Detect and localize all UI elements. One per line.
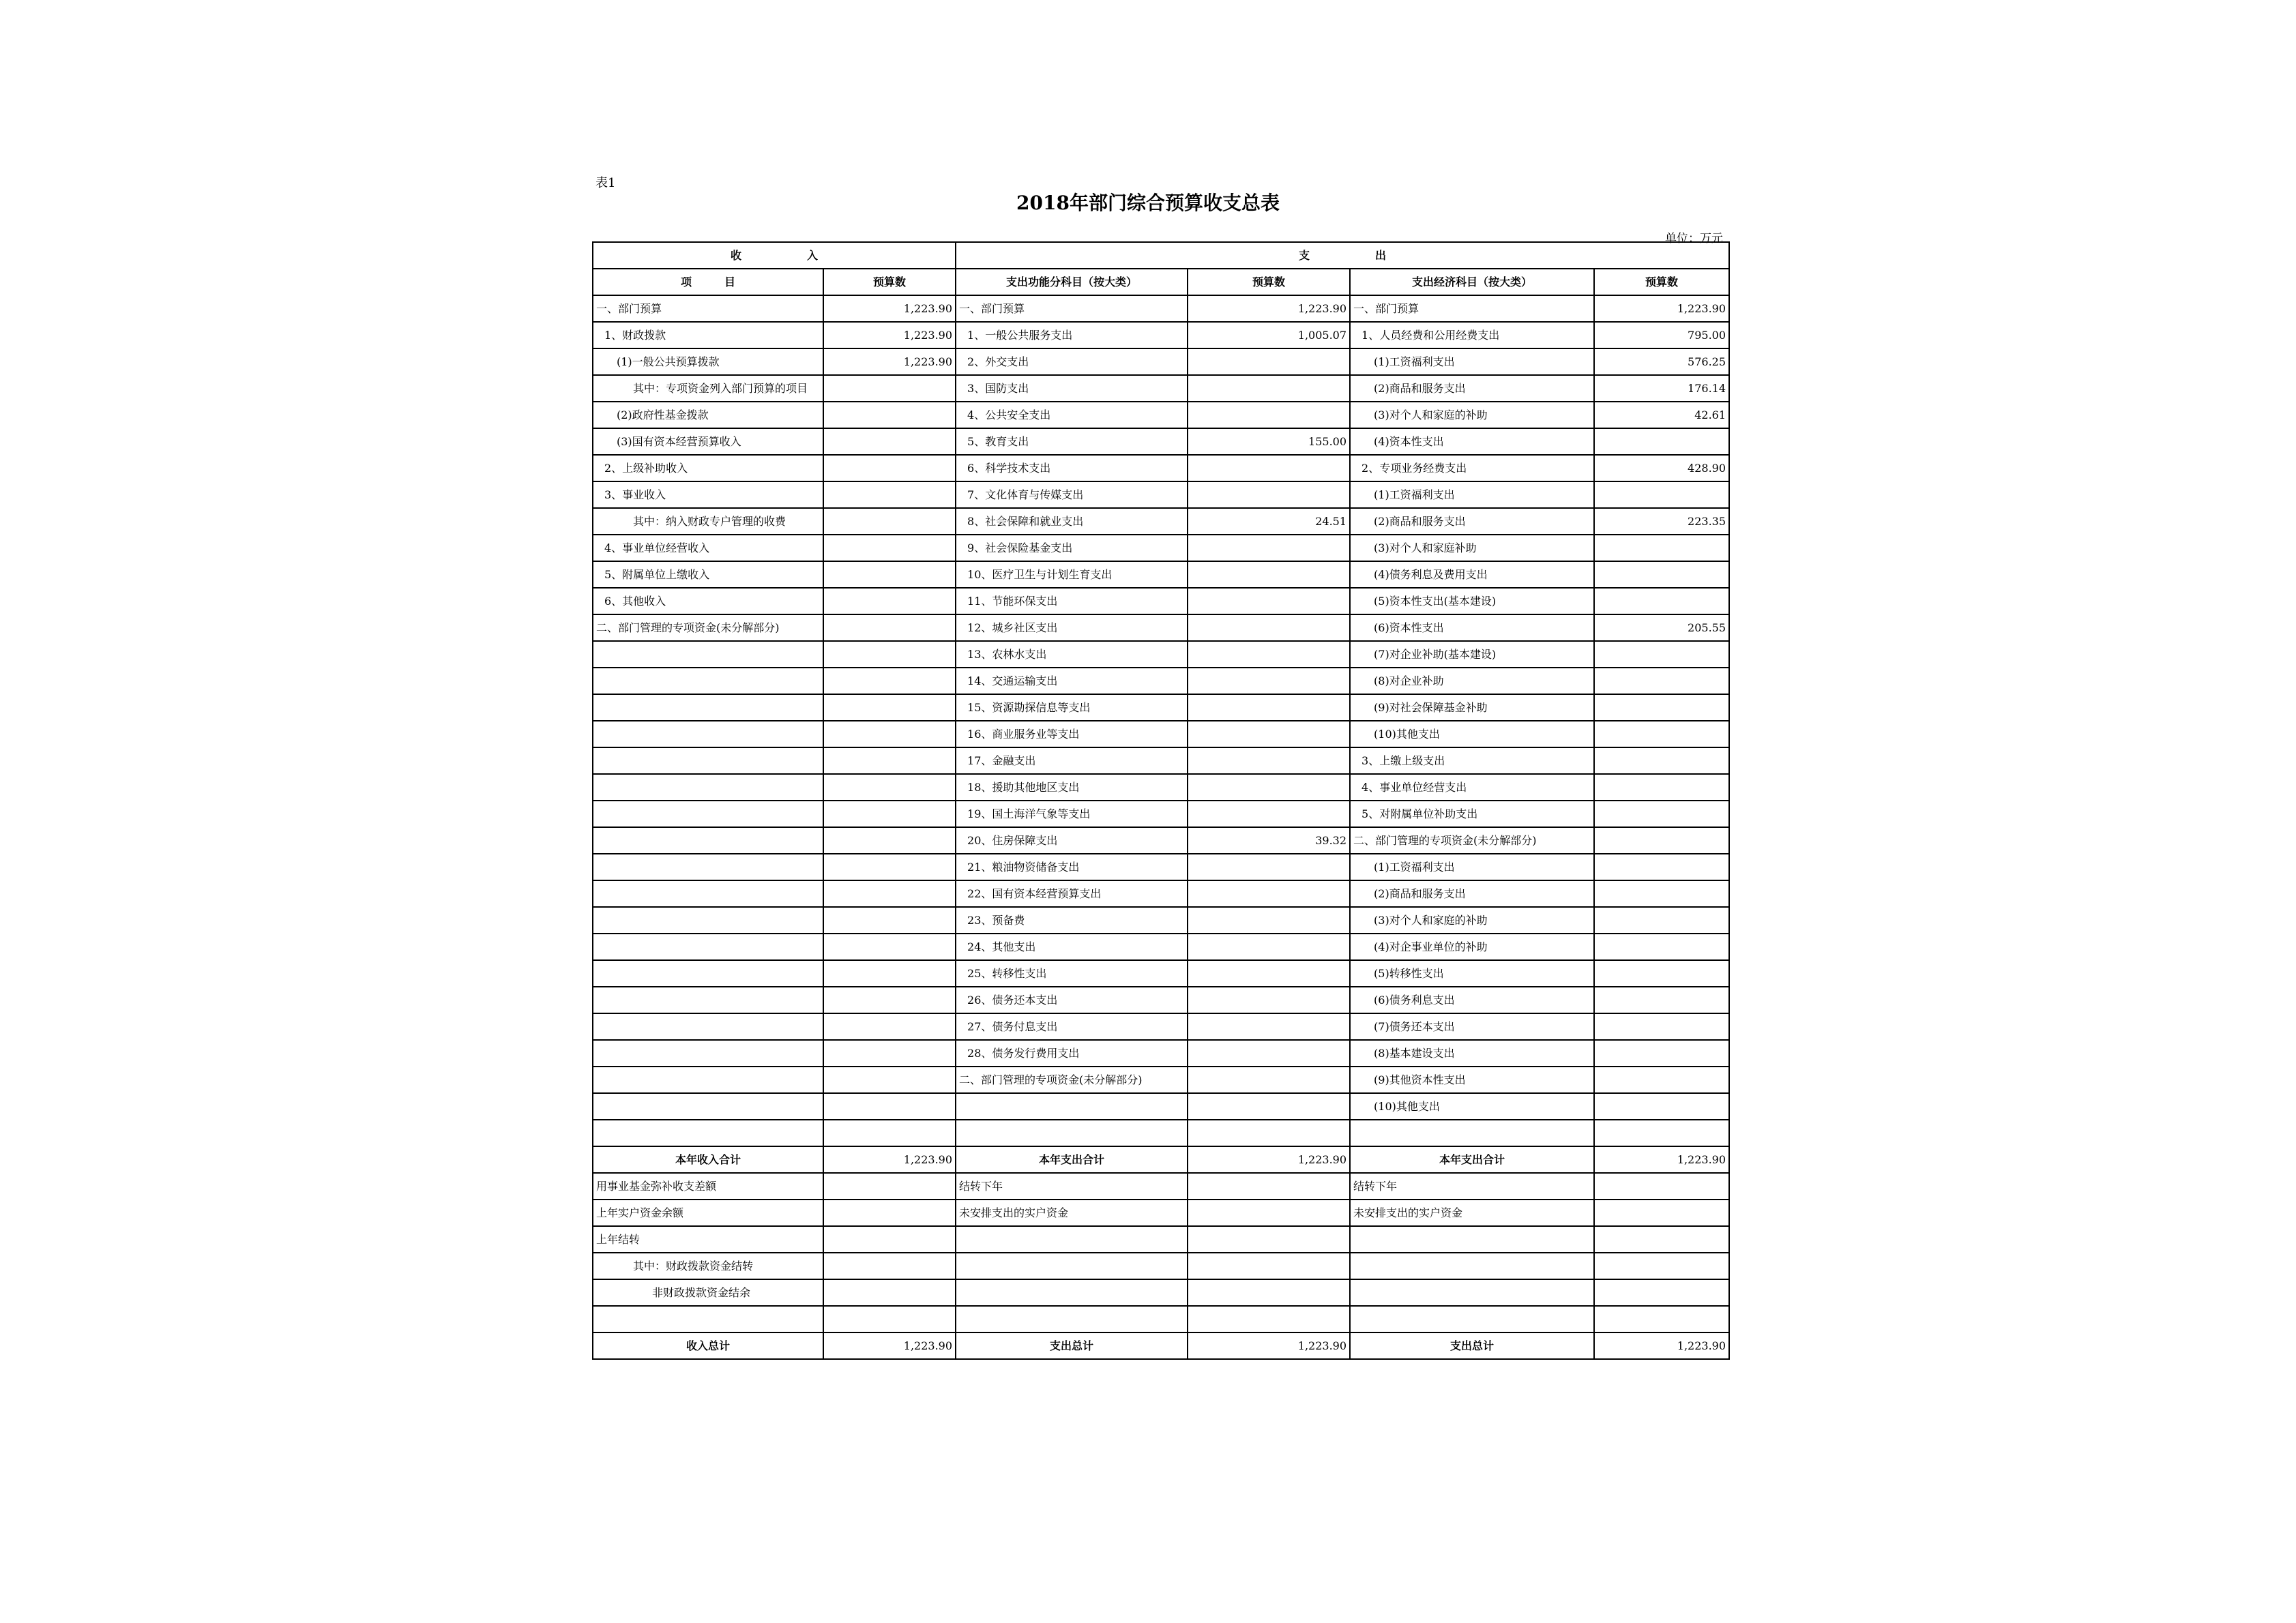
economic-budget-value (1594, 1013, 1729, 1040)
economic-item: (3)对个人和家庭的补助 (1350, 907, 1594, 934)
functional-item: 26、债务还本支出 (956, 987, 1188, 1013)
income-budget-value (823, 375, 956, 402)
economic-budget-value (1594, 481, 1729, 508)
functional-item: 23、预备费 (956, 907, 1188, 934)
income-item (593, 774, 823, 801)
economic-item: (4)债务利息及费用支出 (1350, 561, 1594, 588)
expense-section-header: 支 出 (956, 242, 1729, 269)
economic-budget-value (1594, 747, 1729, 774)
carryover-economic-value (1594, 1306, 1729, 1332)
income-item (593, 721, 823, 747)
income-budget-value (823, 641, 956, 668)
carryover-functional-value (1188, 1279, 1350, 1306)
carryover-income-value (823, 1306, 956, 1332)
col-header-income-budget: 预算数 (823, 269, 956, 295)
income-item (593, 880, 823, 907)
economic-budget-value (1594, 535, 1729, 561)
economic-item: 5、对附属单位补助支出 (1350, 801, 1594, 827)
table-row (593, 880, 1729, 907)
table-row (593, 614, 1729, 641)
functional-budget-value (1188, 561, 1350, 588)
carryover-row (593, 1226, 1729, 1253)
functional-budget-value (1188, 880, 1350, 907)
economic-budget-value (1594, 721, 1729, 747)
unit-label: 单位：万元 (1665, 232, 1723, 245)
carryover-income-item: 其中：财政拨款资金结转 (593, 1253, 823, 1279)
col-header-func-budget: 预算数 (1188, 269, 1350, 295)
table-row (593, 402, 1729, 428)
table-row (593, 375, 1729, 402)
economic-item: (9)其他资本性支出 (1350, 1067, 1594, 1093)
economic-budget-value (1594, 827, 1729, 854)
economic-budget-value (1594, 987, 1729, 1013)
economic-item: (2)商品和服务支出 (1350, 508, 1594, 535)
functional-item: 4、公共安全支出 (956, 402, 1188, 428)
economic-item: (8)对企业补助 (1350, 668, 1594, 694)
economic-item: (1)工资福利支出 (1350, 481, 1594, 508)
economic-item: 4、事业单位经营支出 (1350, 774, 1594, 801)
income-budget-value (823, 481, 956, 508)
functional-budget-value (1188, 481, 1350, 508)
functional-budget-value (1188, 402, 1350, 428)
functional-item: 13、农林水支出 (956, 641, 1188, 668)
functional-budget-value (1188, 960, 1350, 987)
income-budget-value (823, 1040, 956, 1067)
empty-cell (1350, 1120, 1594, 1146)
table-row (593, 348, 1729, 375)
income-item (593, 801, 823, 827)
income-total-value: 1,223.90 (823, 1146, 956, 1173)
economic-item: (2)商品和服务支出 (1350, 375, 1594, 402)
income-budget-value (823, 774, 956, 801)
carryover-economic-item (1350, 1306, 1594, 1332)
col-header-economic: 支出经济科目（按大类） (1350, 269, 1594, 295)
functional-budget-value (1188, 747, 1350, 774)
economic-item: (3)对个人和家庭补助 (1350, 535, 1594, 561)
economic-budget-value: 205.55 (1594, 614, 1729, 641)
table-row (593, 535, 1729, 561)
carryover-income-value (823, 1253, 956, 1279)
income-budget-value: 1,223.90 (823, 348, 956, 375)
empty-cell (593, 1120, 823, 1146)
income-budget-value (823, 535, 956, 561)
carryover-income-item: 上年结转 (593, 1226, 823, 1253)
economic-item: (3)对个人和家庭的补助 (1350, 402, 1594, 428)
functional-item: 12、城乡社区支出 (956, 614, 1188, 641)
carryover-row (593, 1173, 1729, 1200)
carryover-economic-value (1594, 1253, 1729, 1279)
carryover-income-item: 上年实户资金余额 (593, 1200, 823, 1226)
income-item (593, 827, 823, 854)
economic-budget-value (1594, 641, 1729, 668)
income-budget-value (823, 880, 956, 907)
table-row (593, 481, 1729, 508)
carryover-functional-value (1188, 1253, 1350, 1279)
carryover-income-item: 非财政拨款资金结余 (593, 1279, 823, 1306)
income-budget-value: 1,223.90 (823, 322, 956, 348)
economic-budget-value: 1,223.90 (1594, 295, 1729, 322)
carryover-row (593, 1253, 1729, 1279)
functional-item: 21、粮油物资储备支出 (956, 854, 1188, 880)
table-row (593, 295, 1729, 322)
income-budget-value (823, 1093, 956, 1120)
table-row (593, 1040, 1729, 1067)
income-item: 5、附属单位上缴收入 (593, 561, 823, 588)
functional-budget-value (1188, 668, 1350, 694)
income-budget-value (823, 1067, 956, 1093)
income-item (593, 907, 823, 934)
functional-budget-value (1188, 588, 1350, 614)
economic-item: (10)其他支出 (1350, 721, 1594, 747)
economic-item: (5)转移性支出 (1350, 960, 1594, 987)
income-budget-value (823, 428, 956, 455)
carryover-economic-item: 结转下年 (1350, 1173, 1594, 1200)
income-total-label: 收入总计 (593, 1332, 823, 1359)
table-row (593, 721, 1729, 747)
functional-item: 20、住房保障支出 (956, 827, 1188, 854)
carryover-functional-value (1188, 1200, 1350, 1226)
table-row (593, 827, 1729, 854)
functional-budget-value (1188, 694, 1350, 721)
economic-budget-value (1594, 694, 1729, 721)
functional-item: 2、外交支出 (956, 348, 1188, 375)
income-item (593, 987, 823, 1013)
carryover-economic-value (1594, 1173, 1729, 1200)
economic-item: 一、部门预算 (1350, 295, 1594, 322)
income-budget-value (823, 455, 956, 481)
income-item (593, 668, 823, 694)
income-item (593, 854, 823, 880)
carryover-income-item: 用事业基金弥补收支差额 (593, 1173, 823, 1200)
table-row (593, 588, 1729, 614)
income-budget-value (823, 934, 956, 960)
income-budget-value (823, 827, 956, 854)
carryover-functional-item (956, 1306, 1188, 1332)
functional-item: 17、金融支出 (956, 747, 1188, 774)
economic-item: (6)债务利息支出 (1350, 987, 1594, 1013)
functional-total-label: 支出总计 (956, 1332, 1188, 1359)
functional-budget-value: 1,223.90 (1188, 295, 1350, 322)
functional-budget-value (1188, 455, 1350, 481)
carryover-income-item (593, 1306, 823, 1332)
functional-total-label: 本年支出合计 (956, 1146, 1188, 1173)
carryover-economic-item (1350, 1253, 1594, 1279)
functional-budget-value: 24.51 (1188, 508, 1350, 535)
income-item (593, 694, 823, 721)
economic-budget-value (1594, 428, 1729, 455)
functional-item: 二、部门管理的专项资金(未分解部分) (956, 1067, 1188, 1093)
carryover-functional-item: 结转下年 (956, 1173, 1188, 1200)
economic-budget-value (1594, 1040, 1729, 1067)
carryover-functional-item (956, 1279, 1188, 1306)
carryover-row (593, 1200, 1729, 1226)
income-budget-value (823, 907, 956, 934)
functional-budget-value: 155.00 (1188, 428, 1350, 455)
functional-item: 5、教育支出 (956, 428, 1188, 455)
income-item: 其中：专项资金列入部门预算的项目 (593, 375, 823, 402)
functional-budget-value (1188, 1067, 1350, 1093)
economic-budget-value (1594, 907, 1729, 934)
functional-item: 28、债务发行费用支出 (956, 1040, 1188, 1067)
carryover-economic-value (1594, 1200, 1729, 1226)
economic-budget-value: 42.61 (1594, 402, 1729, 428)
income-budget-value (823, 801, 956, 827)
carryover-row (593, 1279, 1729, 1306)
table-row (593, 641, 1729, 668)
income-item: 1、财政拨款 (593, 322, 823, 348)
income-item: (2)政府性基金拨款 (593, 402, 823, 428)
income-budget-value (823, 960, 956, 987)
carryover-functional-value (1188, 1173, 1350, 1200)
carryover-economic-value (1594, 1279, 1729, 1306)
income-budget-value (823, 614, 956, 641)
economic-item: (1)工资福利支出 (1350, 348, 1594, 375)
functional-item: 15、资源勘探信息等支出 (956, 694, 1188, 721)
income-section-header: 收 入 (593, 242, 956, 269)
functional-item: 24、其他支出 (956, 934, 1188, 960)
functional-budget-value (1188, 801, 1350, 827)
functional-budget-value (1188, 721, 1350, 747)
economic-item: (8)基本建设支出 (1350, 1040, 1594, 1067)
economic-item: 1、人员经费和公用经费支出 (1350, 322, 1594, 348)
economic-budget-value (1594, 668, 1729, 694)
functional-item: 14、交通运输支出 (956, 668, 1188, 694)
income-budget-value (823, 987, 956, 1013)
functional-total-value: 1,223.90 (1188, 1332, 1350, 1359)
functional-budget-value (1188, 614, 1350, 641)
income-budget-value (823, 694, 956, 721)
section-header-row (593, 242, 1729, 269)
col-header-econ-budget: 预算数 (1594, 269, 1729, 295)
economic-budget-value (1594, 774, 1729, 801)
economic-item: (7)债务还本支出 (1350, 1013, 1594, 1040)
functional-budget-value (1188, 854, 1350, 880)
page-title: 2018年部门综合预算收支总表 (1016, 192, 1280, 214)
functional-item: 1、一般公共服务支出 (956, 322, 1188, 348)
table-row (593, 1013, 1729, 1040)
functional-budget-value (1188, 1040, 1350, 1067)
functional-item: 7、文化体育与传媒支出 (956, 481, 1188, 508)
carryover-income-value (823, 1173, 956, 1200)
table-row (593, 801, 1729, 827)
income-budget-value: 1,223.90 (823, 295, 956, 322)
economic-item: (6)资本性支出 (1350, 614, 1594, 641)
economic-budget-value (1594, 854, 1729, 880)
economic-item: (5)资本性支出(基本建设) (1350, 588, 1594, 614)
income-item: 6、其他收入 (593, 588, 823, 614)
col-header-functional: 支出功能分科目（按大类） (956, 269, 1188, 295)
income-item: 一、部门预算 (593, 295, 823, 322)
functional-item: 9、社会保险基金支出 (956, 535, 1188, 561)
functional-item: 22、国有资本经营预算支出 (956, 880, 1188, 907)
carryover-economic-value (1594, 1226, 1729, 1253)
empty-cell (823, 1120, 956, 1146)
table-row (593, 987, 1729, 1013)
table-row (593, 1067, 1729, 1093)
carryover-economic-item (1350, 1279, 1594, 1306)
income-total-label: 本年收入合计 (593, 1146, 823, 1173)
functional-item (956, 1093, 1188, 1120)
functional-item: 19、国土海洋气象等支出 (956, 801, 1188, 827)
income-item: (3)国有资本经营预算收入 (593, 428, 823, 455)
economic-budget-value (1594, 960, 1729, 987)
carryover-functional-value (1188, 1306, 1350, 1332)
income-budget-value (823, 508, 956, 535)
table-row (593, 907, 1729, 934)
table-row (593, 455, 1729, 481)
income-item (593, 1013, 823, 1040)
economic-budget-value: 795.00 (1594, 322, 1729, 348)
table-row (593, 668, 1729, 694)
carryover-functional-item: 未安排支出的实户资金 (956, 1200, 1188, 1226)
income-budget-value (823, 561, 956, 588)
economic-budget-value: 176.14 (1594, 375, 1729, 402)
grand-total-row (593, 1332, 1729, 1359)
income-item (593, 641, 823, 668)
carryover-economic-item: 未安排支出的实户资金 (1350, 1200, 1594, 1226)
income-item: 其中：纳入财政专户管理的收费 (593, 508, 823, 535)
functional-budget-value (1188, 1093, 1350, 1120)
functional-item: 18、援助其他地区支出 (956, 774, 1188, 801)
empty-cell (1188, 1120, 1350, 1146)
table-row (593, 561, 1729, 588)
table-row (593, 1093, 1729, 1120)
table-row (593, 747, 1729, 774)
functional-budget-value (1188, 641, 1350, 668)
economic-total-value: 1,223.90 (1594, 1332, 1729, 1359)
table-row (593, 960, 1729, 987)
table-row (593, 428, 1729, 455)
income-budget-value (823, 402, 956, 428)
economic-total-label: 支出总计 (1350, 1332, 1594, 1359)
functional-budget-value (1188, 348, 1350, 375)
income-budget-value (823, 588, 956, 614)
economic-budget-value (1594, 880, 1729, 907)
functional-item: 3、国防支出 (956, 375, 1188, 402)
budget-table (592, 241, 1730, 1360)
year-total-row (593, 1146, 1729, 1173)
economic-budget-value: 428.90 (1594, 455, 1729, 481)
economic-budget-value (1594, 801, 1729, 827)
economic-budget-value (1594, 1093, 1729, 1120)
income-total-value: 1,223.90 (823, 1332, 956, 1359)
economic-budget-value: 576.25 (1594, 348, 1729, 375)
col-header-item: 项 目 (593, 269, 823, 295)
income-item: (1)一般公共预算拨款 (593, 348, 823, 375)
income-budget-value (823, 721, 956, 747)
economic-item: (1)工资福利支出 (1350, 854, 1594, 880)
empty-cell (1594, 1120, 1729, 1146)
empty-cell (956, 1120, 1188, 1146)
economic-budget-value (1594, 1067, 1729, 1093)
income-item (593, 960, 823, 987)
economic-total-label: 本年支出合计 (1350, 1146, 1594, 1173)
functional-item: 16、商业服务业等支出 (956, 721, 1188, 747)
functional-budget-value (1188, 535, 1350, 561)
income-item (593, 1040, 823, 1067)
table-row (593, 694, 1729, 721)
economic-budget-value: 223.35 (1594, 508, 1729, 535)
functional-total-value: 1,223.90 (1188, 1146, 1350, 1173)
column-header-row (593, 269, 1729, 295)
income-budget-value (823, 668, 956, 694)
income-item: 二、部门管理的专项资金(未分解部分) (593, 614, 823, 641)
economic-item: (10)其他支出 (1350, 1093, 1594, 1120)
economic-item: (9)对社会保障基金补助 (1350, 694, 1594, 721)
carryover-income-value (823, 1279, 956, 1306)
table-label: 表1 (595, 176, 616, 190)
income-item: 2、上级补助收入 (593, 455, 823, 481)
income-budget-value (823, 854, 956, 880)
functional-item: 10、医疗卫生与计划生育支出 (956, 561, 1188, 588)
carryover-functional-value (1188, 1226, 1350, 1253)
economic-budget-value (1594, 588, 1729, 614)
table-row (593, 854, 1729, 880)
economic-budget-value (1594, 934, 1729, 960)
spacer-row (593, 1120, 1729, 1146)
economic-item: 3、上缴上级支出 (1350, 747, 1594, 774)
economic-item: 二、部门管理的专项资金(未分解部分) (1350, 827, 1594, 854)
functional-budget-value (1188, 1013, 1350, 1040)
functional-budget-value: 39.32 (1188, 827, 1350, 854)
income-item (593, 1093, 823, 1120)
carryover-functional-item (956, 1226, 1188, 1253)
income-item: 4、事业单位经营收入 (593, 535, 823, 561)
economic-item: (4)对企事业单位的补助 (1350, 934, 1594, 960)
functional-item: 一、部门预算 (956, 295, 1188, 322)
functional-item: 11、节能环保支出 (956, 588, 1188, 614)
economic-item: 2、专项业务经费支出 (1350, 455, 1594, 481)
carryover-row (593, 1306, 1729, 1332)
functional-budget-value (1188, 907, 1350, 934)
economic-item: (2)商品和服务支出 (1350, 880, 1594, 907)
functional-item: 6、科学技术支出 (956, 455, 1188, 481)
carryover-income-value (823, 1200, 956, 1226)
income-item: 3、事业收入 (593, 481, 823, 508)
economic-item: (7)对企业补助(基本建设) (1350, 641, 1594, 668)
carryover-functional-item (956, 1253, 1188, 1279)
carryover-economic-item (1350, 1226, 1594, 1253)
functional-budget-value: 1,005.07 (1188, 322, 1350, 348)
functional-item: 27、债务付息支出 (956, 1013, 1188, 1040)
economic-item: (4)资本性支出 (1350, 428, 1594, 455)
table-row (593, 508, 1729, 535)
income-item (593, 934, 823, 960)
economic-total-value: 1,223.90 (1594, 1146, 1729, 1173)
table-row (593, 774, 1729, 801)
income-budget-value (823, 747, 956, 774)
carryover-income-value (823, 1226, 956, 1253)
functional-item: 25、转移性支出 (956, 960, 1188, 987)
table-row (593, 934, 1729, 960)
functional-item: 8、社会保障和就业支出 (956, 508, 1188, 535)
income-item (593, 747, 823, 774)
functional-budget-value (1188, 987, 1350, 1013)
income-budget-value (823, 1013, 956, 1040)
economic-budget-value (1594, 561, 1729, 588)
table-row (593, 322, 1729, 348)
functional-budget-value (1188, 774, 1350, 801)
functional-budget-value (1188, 934, 1350, 960)
functional-budget-value (1188, 375, 1350, 402)
income-item (593, 1067, 823, 1093)
